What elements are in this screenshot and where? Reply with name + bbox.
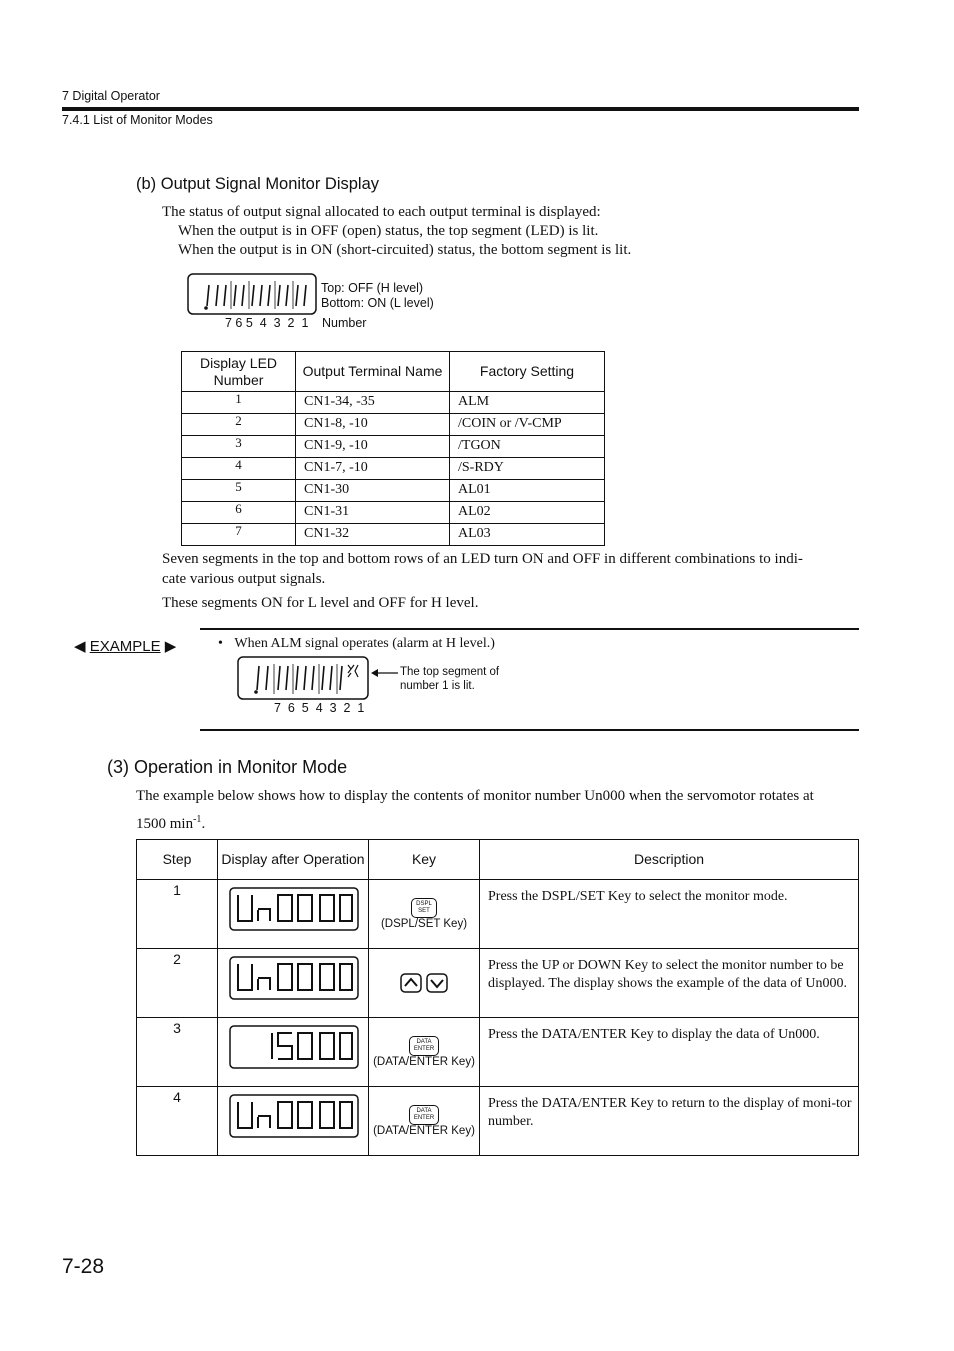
led-number: 4 [182, 458, 296, 480]
key-label: (DSPL/SET Key) [380, 918, 468, 930]
step-number: 2 [137, 949, 218, 1018]
display-cell [218, 1087, 369, 1156]
terminal-name: CN1-8, -10 [296, 414, 450, 436]
section-b-heading: (b) Output Signal Monitor Display [136, 175, 380, 193]
led-number: 6 [182, 502, 296, 524]
col-key: Key [369, 840, 480, 880]
table-row [182, 480, 605, 502]
led-display-un000 [218, 1087, 366, 1145]
callout-line-2: number 1 is lit. [400, 680, 475, 692]
display-cell [218, 949, 369, 1018]
segments-paragraph-cont: cate various output signals. [162, 571, 326, 587]
example-label: EXAMPLE [89, 638, 161, 655]
section-b-on-line: When the output is in ON (short-circuited) status, the bottom segment is lit. [178, 242, 632, 258]
key-label: (DATA/ENTER Key) [373, 1125, 475, 1137]
header-rule [62, 107, 859, 111]
callout-arrow-icon [370, 667, 400, 679]
table-row [182, 436, 605, 458]
table-row [137, 1087, 859, 1156]
chapter-header: 7 Digital Operator [62, 89, 160, 103]
level-paragraph: These segments ON for L level and OFF for H level. [162, 595, 479, 611]
led-display-un000 [218, 949, 366, 1007]
terminal-name: CN1-9, -10 [296, 436, 450, 458]
led-number: 5 [182, 480, 296, 502]
terminal-name: CN1-32 [296, 524, 450, 546]
factory-setting: /TGON [450, 436, 605, 458]
led-number: 2 [182, 414, 296, 436]
step-number: 1 [137, 880, 218, 949]
example-bottom-rule [200, 729, 859, 731]
step-description: Press the DSPL/SET Key to select the monitor mode. [480, 880, 859, 949]
down-arrow-key-icon[interactable] [426, 973, 448, 993]
terminal-name: CN1-31 [296, 502, 450, 524]
factory-setting: AL01 [450, 480, 605, 502]
led-number: 3 [182, 436, 296, 458]
table-row [137, 1018, 859, 1087]
led-display-1500 [218, 1018, 366, 1076]
col-display-led-number: Display LED Number [182, 352, 296, 392]
led-number: 7 [182, 524, 296, 546]
table-row [182, 458, 605, 480]
display-cell [218, 880, 369, 949]
data-enter-key-icon[interactable]: DATA ENTER [409, 1036, 439, 1056]
section-3-intro: The example below shows how to display the contents of monitor number Un000 when the servomotor rotates at [136, 788, 814, 804]
bullet-icon: • [218, 636, 223, 651]
example-top-rule [200, 628, 859, 630]
factory-setting: /COIN or /V-CMP [450, 414, 605, 436]
table-row [182, 414, 605, 436]
table-row [182, 502, 605, 524]
col-description: Description [480, 840, 859, 880]
table-row [137, 880, 859, 949]
terminal-name: CN1-30 [296, 480, 450, 502]
step-number: 4 [137, 1087, 218, 1156]
factory-setting: ALM [450, 392, 605, 414]
diagram-number-label: Number [322, 316, 367, 330]
diagram-digit-numbers: 7 6 5 4 3 2 1 [225, 316, 309, 330]
col-factory-setting: Factory Setting [450, 352, 605, 392]
col-output-terminal-name: Output Terminal Name [296, 352, 450, 392]
callout-line-1: The top segment of [400, 666, 500, 678]
section-3-heading: (3) Operation in Monitor Mode [107, 757, 348, 777]
table-row [182, 392, 605, 414]
operation-table [136, 839, 859, 1156]
right-triangle-icon: ▶ [164, 638, 177, 655]
section-b-intro: The status of output signal allocated to each output terminal is displayed: [162, 204, 601, 220]
key-cell [369, 949, 480, 1018]
section-3-intro-cont: 1500 min [136, 816, 194, 832]
terminal-name: CN1-34, -35 [296, 392, 450, 414]
example-digit-numbers: 7 6 5 4 3 2 1 [274, 701, 365, 715]
section-3-intro-sup: -1 [193, 814, 202, 825]
data-enter-key-icon[interactable]: DATA ENTER [409, 1105, 439, 1125]
table-row [137, 949, 859, 1018]
terminal-name: CN1-7, -10 [296, 458, 450, 480]
section-header: 7.4.1 List of Monitor Modes [62, 113, 213, 127]
up-arrow-key-icon[interactable] [400, 973, 422, 993]
col-display-after-operation: Display after Operation [218, 840, 369, 880]
section-3-intro-end: . [201, 816, 206, 832]
key-cell [369, 1018, 480, 1087]
factory-setting: /S-RDY [450, 458, 605, 480]
dspl-set-key-icon[interactable]: DSPL SET [411, 898, 437, 918]
factory-setting: AL02 [450, 502, 605, 524]
factory-setting: AL03 [450, 524, 605, 546]
example-led-display [237, 656, 371, 702]
display-cell [218, 1018, 369, 1087]
segments-paragraph: Seven segments in the top and bottom rows of an LED turn ON and OFF in different combinations to indi- [162, 551, 803, 567]
page-number: 7-28 [62, 1255, 105, 1278]
led-display-un000 [218, 880, 366, 938]
led-number: 1 [182, 392, 296, 414]
left-triangle-icon: ◀ [74, 638, 86, 655]
step-number: 3 [137, 1018, 218, 1087]
diagram-label-bottom: Bottom: ON (L level) [321, 296, 434, 310]
output-terminal-table [181, 351, 605, 546]
key-label: (DATA/ENTER Key) [373, 1056, 475, 1068]
section-b-off-line: When the output is in OFF (open) status, the top segment (LED) is lit. [178, 223, 599, 239]
diagram-label-top: Top: OFF (H level) [321, 281, 424, 295]
col-step: Step [137, 840, 218, 880]
key-cell [369, 880, 480, 949]
step-description: Press the DATA/ENTER Key to display the data of Un000. [480, 1018, 859, 1087]
output-led-display [187, 273, 319, 317]
table-row [182, 524, 605, 546]
example-bullet-text: When ALM signal operates (alarm at H level.) [234, 636, 495, 651]
key-cell [369, 1087, 480, 1156]
step-description: Press the UP or DOWN Key to select the monitor number to be displayed. The display shows the example of the data of Un000. [480, 949, 859, 1018]
step-description: Press the DATA/ENTER Key to return to the display of moni-tor number. [480, 1087, 859, 1156]
